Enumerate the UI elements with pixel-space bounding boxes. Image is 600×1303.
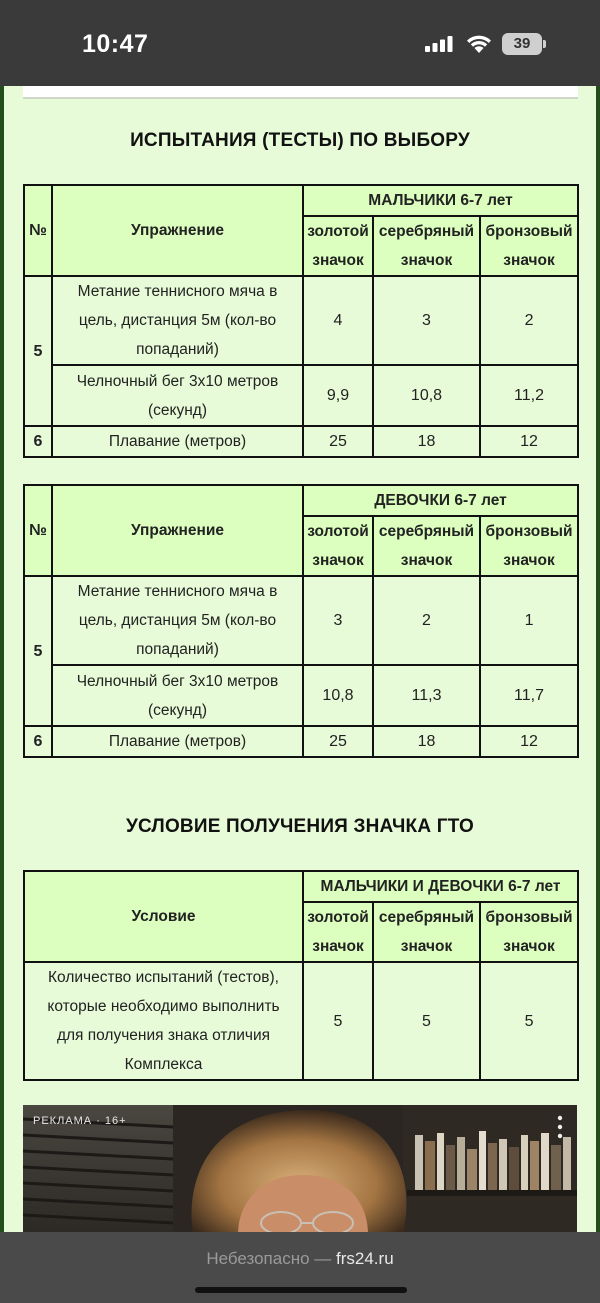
col-num-header: №	[24, 185, 52, 276]
status-bar	[0, 0, 600, 86]
address-bar[interactable]	[0, 1249, 600, 1269]
page-content	[4, 86, 596, 1232]
value-bronze: 1	[480, 576, 578, 665]
value-gold: 10,8	[303, 665, 373, 726]
exercise-cell: Челночный бег 3х10 метров (секунд)	[52, 365, 303, 426]
value-bronze: 11,7	[480, 665, 578, 726]
url-domain: frs24.ru	[336, 1249, 394, 1268]
cellular-signal-icon	[425, 36, 453, 52]
more-options-icon[interactable]	[557, 1115, 563, 1139]
col-exercise-header: Упражнение	[52, 485, 303, 576]
col-exercise-header: Упражнение	[52, 185, 303, 276]
value-silver: 5	[373, 962, 480, 1080]
value-silver: 18	[373, 426, 480, 457]
value-gold: 3	[303, 576, 373, 665]
value-bronze: 5	[480, 962, 578, 1080]
group-header: МАЛЬЧИКИ И ДЕВОЧКИ 6-7 лет	[303, 871, 578, 902]
row-num: 5	[24, 576, 52, 726]
exercise-cell: Челночный бег 3х10 метров (секунд)	[52, 665, 303, 726]
status-time: 10:47	[82, 30, 149, 58]
badge-silver-header: серебряный значок	[373, 216, 480, 276]
insecure-label: Небезопасно —	[206, 1249, 332, 1268]
condition-cell: Количество испытаний (тестов), которые необходимо выполнить для получения знака отличия Комплекса	[24, 962, 303, 1080]
value-silver: 3	[373, 276, 480, 365]
battery-cap-icon	[543, 40, 546, 48]
top-strip	[23, 86, 578, 99]
row-num: 6	[24, 726, 52, 757]
badge-bronze-header: бронзовый значок	[480, 516, 578, 576]
value-gold: 9,9	[303, 365, 373, 426]
badge-gold-header: золотой значок	[303, 216, 373, 276]
group-header: ДЕВОЧКИ 6-7 лет	[303, 485, 578, 516]
badge-silver-header: серебряный значок	[373, 516, 480, 576]
web-page[interactable]	[0, 86, 600, 1232]
home-indicator[interactable]	[195, 1287, 407, 1293]
exercise-cell: Метание теннисного мяча в цель, дистанция 5м (кол-во попаданий)	[52, 576, 303, 665]
boys-table	[23, 184, 579, 458]
battery-indicator: 39	[502, 33, 542, 55]
row-num: 6	[24, 426, 52, 457]
badge-silver-header: серебряный значок	[373, 902, 480, 962]
value-gold: 25	[303, 426, 373, 457]
value-bronze: 11,2	[480, 365, 578, 426]
value-bronze: 2	[480, 276, 578, 365]
value-silver: 10,8	[373, 365, 480, 426]
group-header: МАЛЬЧИКИ 6-7 лет	[303, 185, 578, 216]
value-bronze: 12	[480, 426, 578, 457]
badge-gold-header: золотой значок	[303, 902, 373, 962]
col-condition-header: Условие	[24, 871, 303, 962]
ad-label: РЕКЛАМА · 16+	[33, 1115, 127, 1127]
value-gold: 5	[303, 962, 373, 1080]
condition-table	[23, 870, 579, 1081]
section-title-condition: УСЛОВИЕ ПОЛУЧЕНИЯ ЗНАЧКА ГТО	[125, 816, 475, 837]
badge-bronze-header: бронзовый значок	[480, 216, 578, 276]
value-gold: 4	[303, 276, 373, 365]
section-title-tests: ИСПЫТАНИЯ (ТЕСТЫ) ПО ВЫБОРУ	[130, 130, 470, 151]
value-silver: 11,3	[373, 665, 480, 726]
browser-bottom-bar	[0, 1232, 600, 1303]
value-gold: 25	[303, 726, 373, 757]
row-num: 5	[24, 276, 52, 426]
badge-gold-header: золотой значок	[303, 516, 373, 576]
girls-table	[23, 484, 579, 758]
col-num-header: №	[24, 485, 52, 576]
ad-banner[interactable]	[23, 1105, 577, 1232]
value-silver: 2	[373, 576, 480, 665]
exercise-cell: Плавание (метров)	[52, 726, 303, 757]
exercise-cell: Метание теннисного мяча в цель, дистанция 5м (кол-во попаданий)	[52, 276, 303, 365]
wifi-icon	[465, 32, 493, 54]
badge-bronze-header: бронзовый значок	[480, 902, 578, 962]
value-silver: 18	[373, 726, 480, 757]
exercise-cell: Плавание (метров)	[52, 426, 303, 457]
value-bronze: 12	[480, 726, 578, 757]
